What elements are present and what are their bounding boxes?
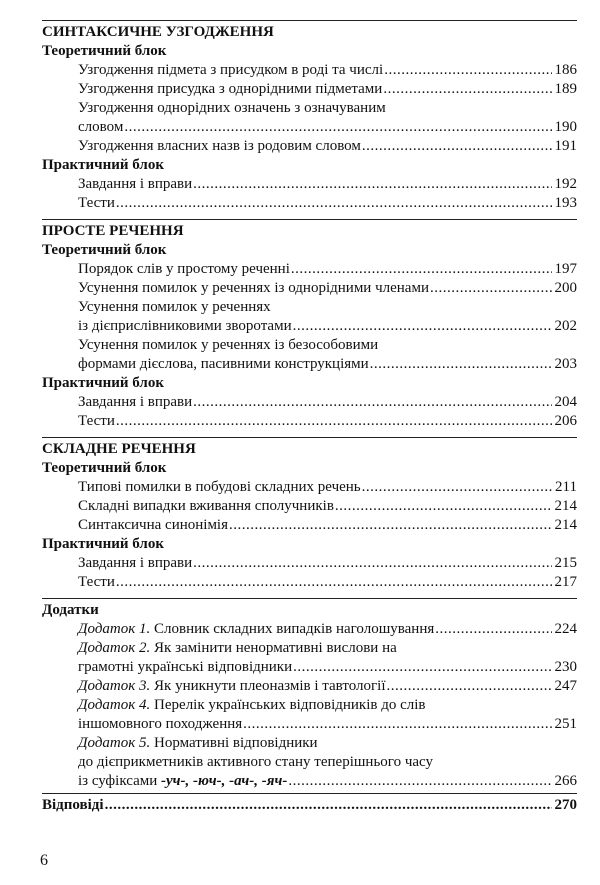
toc-entry[interactable]: грамотні українські відповідники ..... 230 bbox=[42, 658, 577, 677]
toc-entry[interactable]: Синтаксична синонімія ..... 214 bbox=[42, 516, 577, 535]
practice-block-title: Практичний блок bbox=[42, 157, 164, 173]
toc-entry-line: до дієприкметників активного стану теперішнього часу bbox=[78, 754, 433, 770]
toc-entry[interactable]: Додаток 3. Як уникнути плеоназмів і тавтології ..... 247 bbox=[42, 677, 577, 696]
toc-entry[interactable]: із суфіксами -уч-, -юч-, -ач-, -яч- ..... 266 bbox=[42, 772, 577, 791]
toc-entry[interactable]: Типові помилки в побудові складних речень ..... 211 bbox=[42, 478, 577, 497]
toc-entry-line: Додаток 5. Нормативні відповідники bbox=[78, 735, 318, 751]
section-divider bbox=[42, 793, 577, 794]
toc-entry-answers[interactable]: Відповіді ..... 270 bbox=[42, 796, 577, 815]
toc-entry[interactable]: із дієприслівниковими зворотами ..... 202 bbox=[42, 317, 577, 336]
section-divider bbox=[42, 437, 577, 438]
suffix-list: -уч-, -юч-, -ач-, -яч- bbox=[161, 773, 288, 789]
section-divider bbox=[42, 20, 577, 21]
practice-block-title: Практичний блок bbox=[42, 536, 164, 552]
section-title: СИНТАКСИЧНЕ УЗГОДЖЕННЯ bbox=[42, 24, 274, 40]
toc-entry[interactable]: Узгодження присудка з однорідними підметами ..... 189 bbox=[42, 80, 577, 99]
section-divider bbox=[42, 219, 577, 220]
toc-entry[interactable]: Тести ..... 217 bbox=[42, 573, 577, 592]
appendix-label: Додаток 3. bbox=[78, 678, 151, 694]
appendix-label: Додаток 4. bbox=[78, 697, 151, 713]
toc-entry-line: Усунення помилок у реченнях із безособовими bbox=[78, 337, 379, 353]
theory-block-title: Теоретичний блок bbox=[42, 43, 167, 59]
page-number: 6 bbox=[40, 852, 48, 869]
toc-entry[interactable]: Узгодження власних назв із родовим словом ..... 191 bbox=[42, 137, 577, 156]
toc-entry[interactable]: формами дієслова, пасивними конструкціями ..... 203 bbox=[42, 355, 577, 374]
toc-entry[interactable]: Додаток 1. Словник складних випадків наголошування ..... 224 bbox=[42, 620, 577, 639]
theory-block-title: Теоретичний блок bbox=[42, 242, 167, 258]
toc-entry-line: Узгодження однорідних означень з означуваним bbox=[78, 100, 386, 116]
toc-entry[interactable]: Тести ..... 206 bbox=[42, 412, 577, 431]
appendix-label: Додаток 5. bbox=[78, 735, 151, 751]
table-of-contents bbox=[42, 20, 577, 815]
appendix-label: Додаток 1. bbox=[78, 621, 151, 637]
practice-block-title: Практичний блок bbox=[42, 375, 164, 391]
section-title: ПРОСТЕ РЕЧЕННЯ bbox=[42, 223, 184, 239]
appendix-title: Додатки bbox=[42, 602, 99, 618]
section-title: СКЛАДНЕ РЕЧЕННЯ bbox=[42, 441, 196, 457]
toc-entry[interactable]: Завдання і вправи ..... 215 bbox=[42, 554, 577, 573]
section-divider bbox=[42, 598, 577, 599]
toc-entry[interactable]: Узгодження підмета з присудком в роді та числі ..... 186 bbox=[42, 61, 577, 80]
toc-entry[interactable]: Усунення помилок у реченнях із однорідними членами ..... 200 bbox=[42, 279, 577, 298]
toc-entry[interactable]: словом ..... 190 bbox=[42, 118, 577, 137]
toc-entry-line: Додаток 2. Як замінити ненормативні вислови на bbox=[78, 640, 397, 656]
toc-entry-line: Додаток 4. Перелік українських відповідників до слів bbox=[78, 697, 426, 713]
toc-entry[interactable]: Порядок слів у простому реченні ..... 197 bbox=[42, 260, 577, 279]
toc-entry[interactable]: Тести ..... 193 bbox=[42, 194, 577, 213]
theory-block-title: Теоретичний блок bbox=[42, 460, 167, 476]
toc-entry-line: Усунення помилок у реченнях bbox=[78, 299, 271, 315]
appendix-label: Додаток 2. bbox=[78, 640, 151, 656]
toc-entry[interactable]: іншомовного походження ..... 251 bbox=[42, 715, 577, 734]
toc-entry[interactable]: Завдання і вправи ..... 192 bbox=[42, 175, 577, 194]
toc-entry[interactable]: Складні випадки вживання сполучників ..... 214 bbox=[42, 497, 577, 516]
toc-entry[interactable]: Завдання і вправи ..... 204 bbox=[42, 393, 577, 412]
